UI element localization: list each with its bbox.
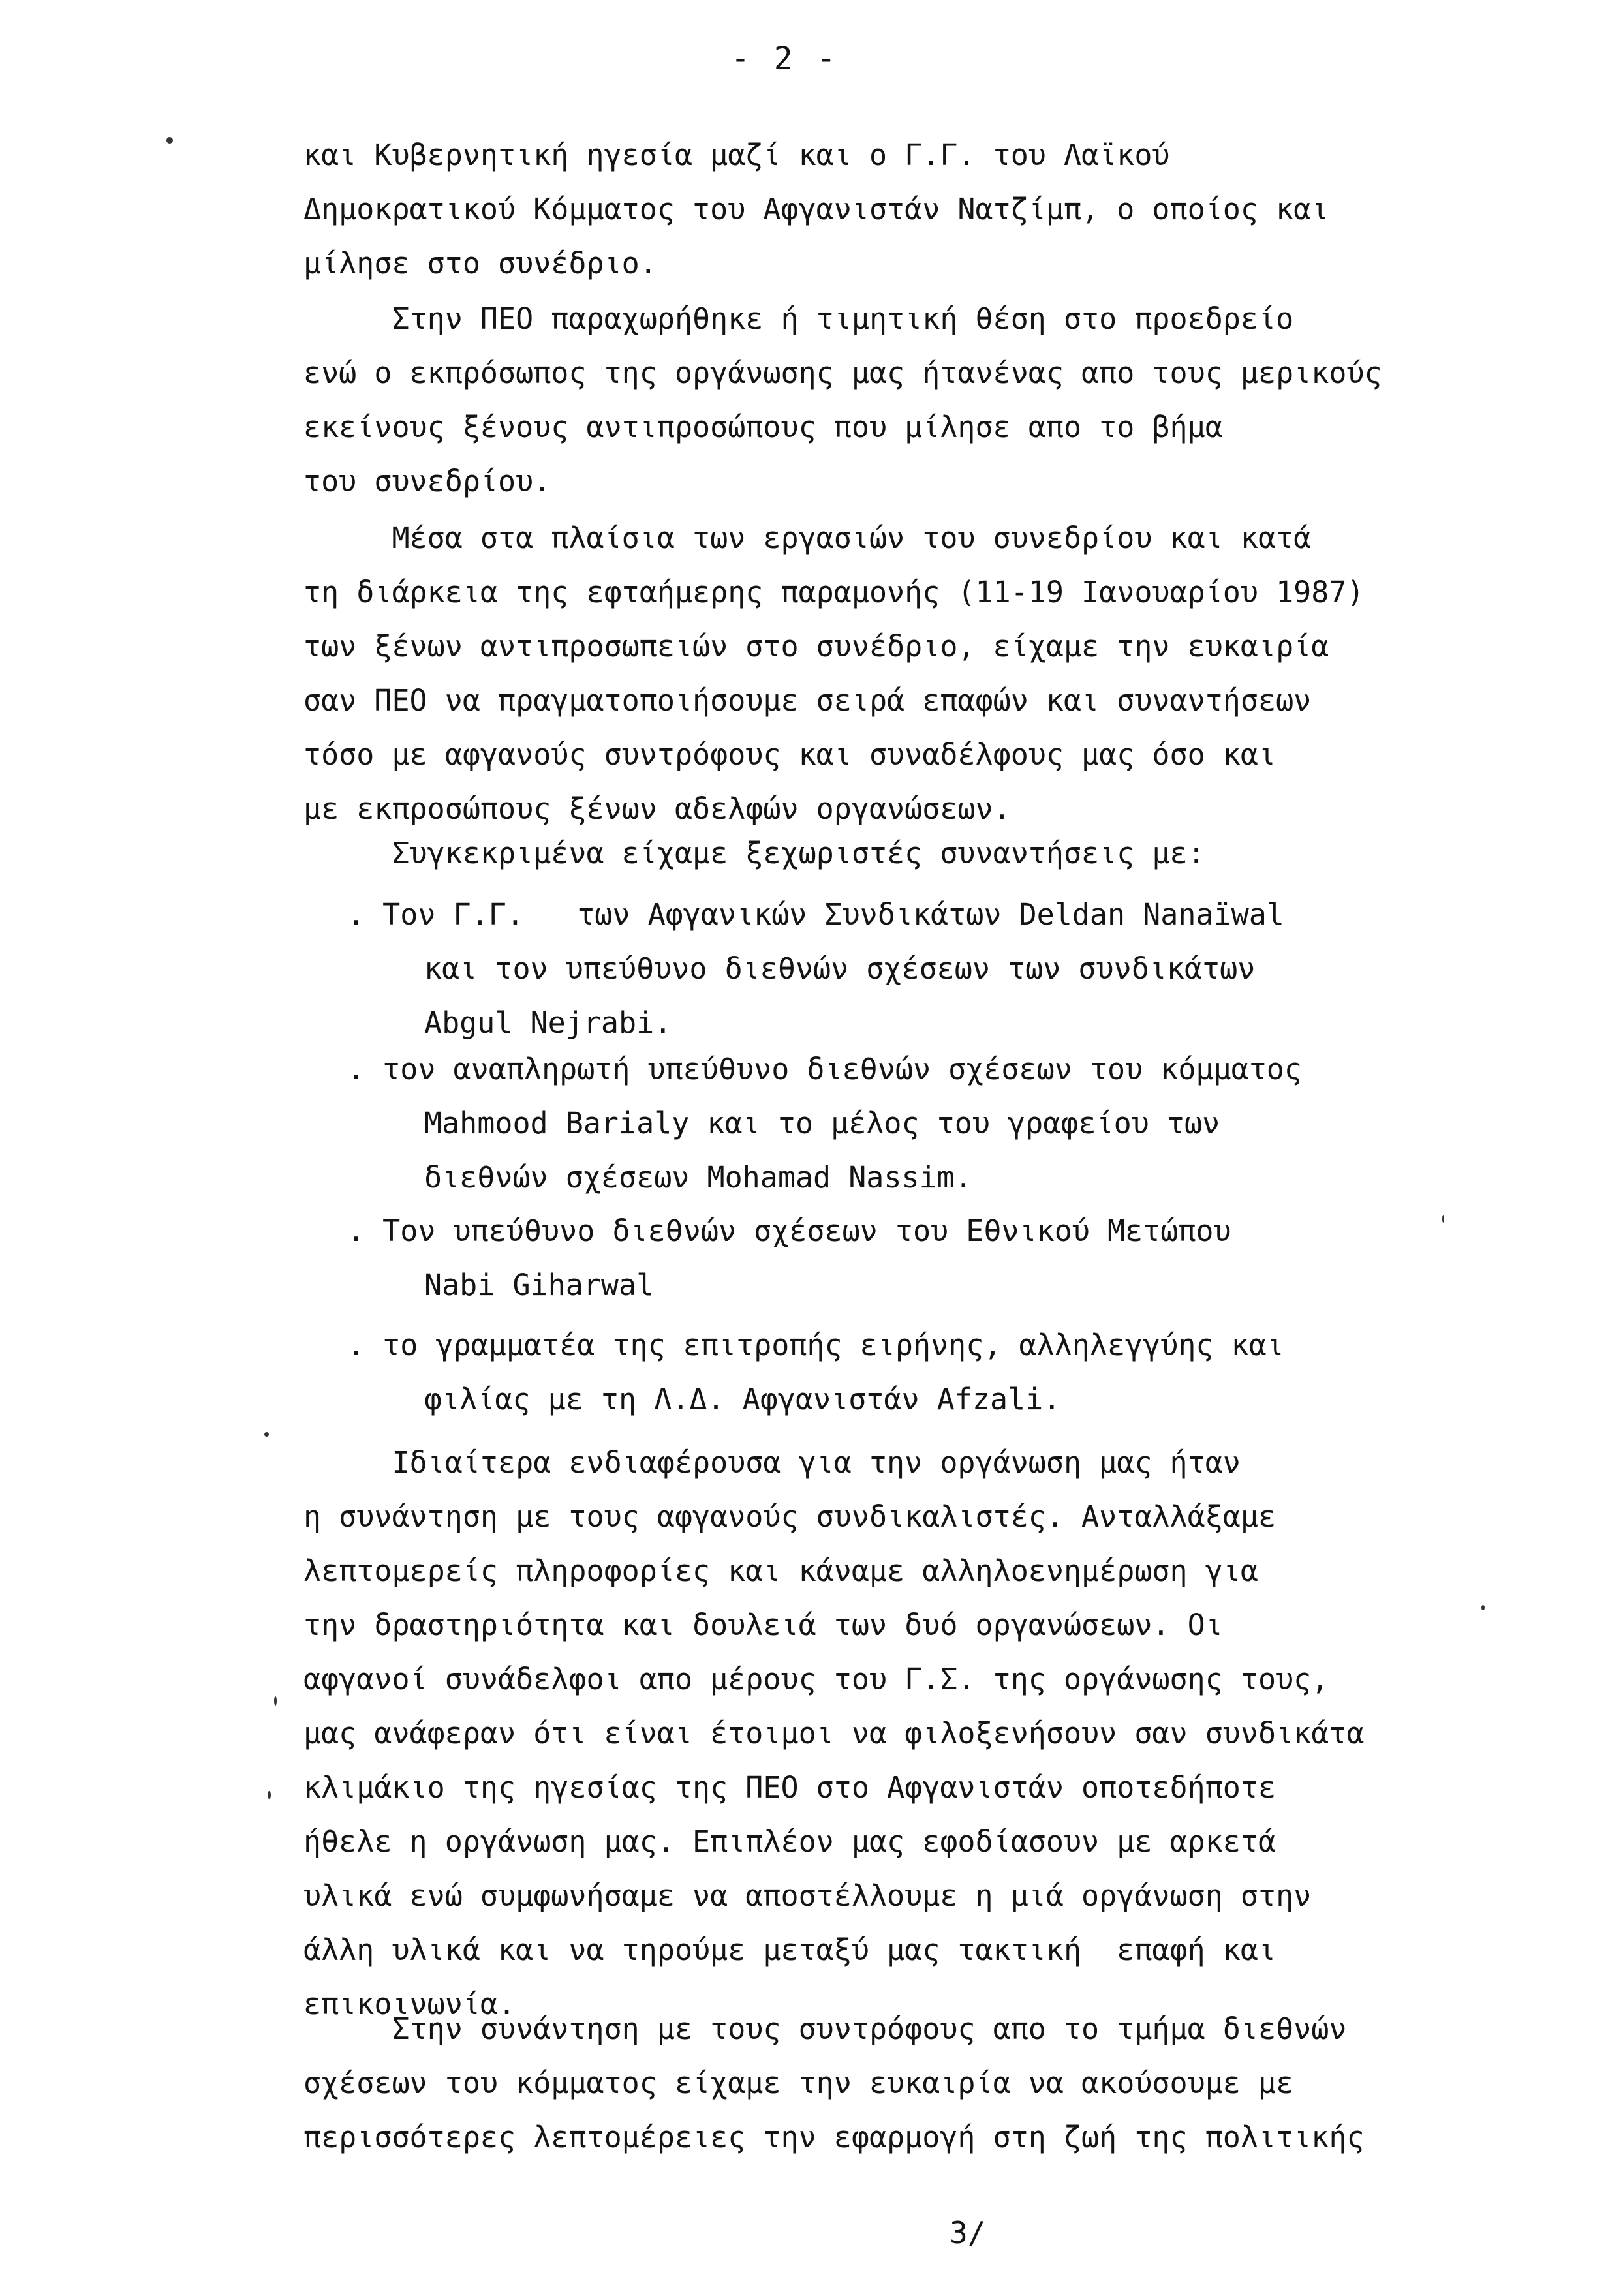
text-line: Abgul Nejrabi.	[424, 1005, 672, 1040]
text-line: . τον αναπληρωτή υπεύθυνο διεθνών σχέσεων του κόμματος	[347, 1052, 1302, 1086]
text-line: σαν ΠΕΟ να πραγματοποιήσουμε σειρά επαφών και συναντήσεων	[303, 683, 1312, 718]
text-line: ήθελε η οργάνωση μας. Επιπλέον μας εφοδίασουν με αρκετά	[303, 1824, 1276, 1859]
text-line: ενώ ο εκπρόσωπος της οργάνωσης μας ήτανένας απο τους μερικούς	[303, 356, 1382, 390]
text-line: διεθνών σχέσεων Mohamad Nassim.	[424, 1160, 972, 1195]
text-line: λεπτομερείς πληροφορίες και κάναμε αλληλοενημέρωση για	[303, 1554, 1258, 1588]
scan-speck	[264, 1432, 269, 1437]
scan-speck	[268, 1791, 271, 1799]
text-line: φιλίας με τη Λ.Δ. Αφγανιστάν Afzali.	[424, 1382, 1061, 1416]
text-line: με εκπροσώπους ξένων αδελφών οργανώσεων.	[303, 791, 1011, 826]
text-line: άλλη υλικά και να τηρούμε μεταξύ μας τακτική επαφή και	[303, 1933, 1276, 1967]
text-line: υλικά ενώ συμφωνήσαμε να αποστέλλουμε η μιά οργάνωση στην	[303, 1878, 1312, 1913]
page-number: - 2 -	[731, 40, 839, 77]
text-line: Στην συνάντηση με τους συντρόφους απο το τμήμα διεθνών	[303, 2012, 1347, 2046]
text-line: επικοινωνία.	[303, 1987, 516, 2021]
scan-speck	[274, 1696, 277, 1706]
text-line: . Τον υπεύθυνο διεθνών σχέσεων του Εθνικού Μετώπου	[347, 1214, 1231, 1248]
text-line: Nabi Giharwal	[424, 1268, 655, 1302]
text-line: μας ανάφεραν ότι είναι έτοιμοι να φιλοξενήσουν σαν συνδικάτα	[303, 1716, 1365, 1751]
text-line: αφγανοί συνάδελφοι απο μέρους του Γ.Σ. της οργάνωσης τους,	[303, 1662, 1329, 1696]
text-line: και τον υπεύθυνο διεθνών σχέσεων των συνδικάτων	[424, 951, 1256, 986]
text-line: Δημοκρατικού Κόμματος του Αφγανιστάν Νατζίμπ, ο οποίος και	[303, 192, 1329, 226]
text-line: . το γραμματέα της επιτροπής ειρήνης, αλληλεγγύης και	[347, 1328, 1284, 1362]
text-line: Συγκεκριμένα είχαμε ξεχωριστές συναντήσεις με:	[303, 836, 1205, 870]
scan-speck	[1442, 1215, 1444, 1223]
paragraph-intro	[303, 128, 1543, 290]
text-line: περισσότερες λεπτομέρειες την εφαρμογή στη ζωή της πολιτικής	[303, 2120, 1365, 2154]
text-line: σχέσεων του κόμματος είχαμε την ευκαιρία να ακούσουμε με	[303, 2066, 1294, 2100]
scan-speck	[1481, 1605, 1485, 1610]
text-line: . Τον Γ.Γ. των Αφγανικών Συνδικάτων Deldan Nanaïwal	[347, 897, 1284, 932]
text-line: Στην ΠΕΟ παραχωρήθηκε ή τιμητική θέση στο προεδρείο	[303, 301, 1294, 336]
bullet-item	[347, 1318, 1608, 1426]
text-line: Μέσα στα πλαίσια των εργασιών του συνεδρίου και κατά	[303, 521, 1312, 555]
text-line: κλιμάκιο της ηγεσίας της ΠΕΟ στο Αφγανιστάν οποτεδήποτε	[303, 1770, 1276, 1805]
text-line: τη διάρκεια της εφταήμερης παραμονής (11-19 Ιανουαρίου 1987)	[303, 575, 1365, 609]
paragraph-specific-meetings	[303, 826, 1543, 880]
bullet-item	[347, 1204, 1608, 1312]
text-line: την δραστηριότητα και δουλειά των δυό οργανώσεων. Οι	[303, 1608, 1223, 1642]
text-line: μίλησε στο συνέδριο.	[303, 246, 657, 281]
paragraph-party-meeting	[303, 2002, 1543, 2164]
paragraph-trade-unionists	[303, 1435, 1543, 2031]
scan-speck	[166, 137, 173, 144]
text-line: και Κυβερνητική ηγεσία μαζί και ο Γ.Γ. του Λαϊκού	[303, 138, 1170, 172]
paragraph-presidium	[303, 292, 1543, 508]
bullet-item	[347, 887, 1608, 1050]
text-line: του συνεδρίου.	[303, 464, 551, 498]
paragraph-meetings	[303, 511, 1543, 836]
text-line: εκείνους ξένους αντιπροσώπους που μίλησε απο το βήμα	[303, 410, 1223, 444]
text-line: των ξένων αντιπροσωπειών στο συνέδριο, είχαμε την ευκαιρία	[303, 629, 1329, 664]
bullet-item	[347, 1042, 1608, 1204]
continuation-marker: 3/	[950, 2215, 986, 2250]
text-line: Ιδιαίτερα ενδιαφέρουσα για την οργάνωση μας ήταν	[303, 1445, 1241, 1480]
text-line: η συνάντηση με τους αφγανούς συνδικαλιστές. Ανταλλάξαμε	[303, 1499, 1276, 1534]
text-line: Mahmood Barialy και το μέλος του γραφείου των	[424, 1106, 1220, 1140]
text-line: τόσο με αφγανούς συντρόφους και συναδέλφους μας όσο και	[303, 737, 1276, 772]
